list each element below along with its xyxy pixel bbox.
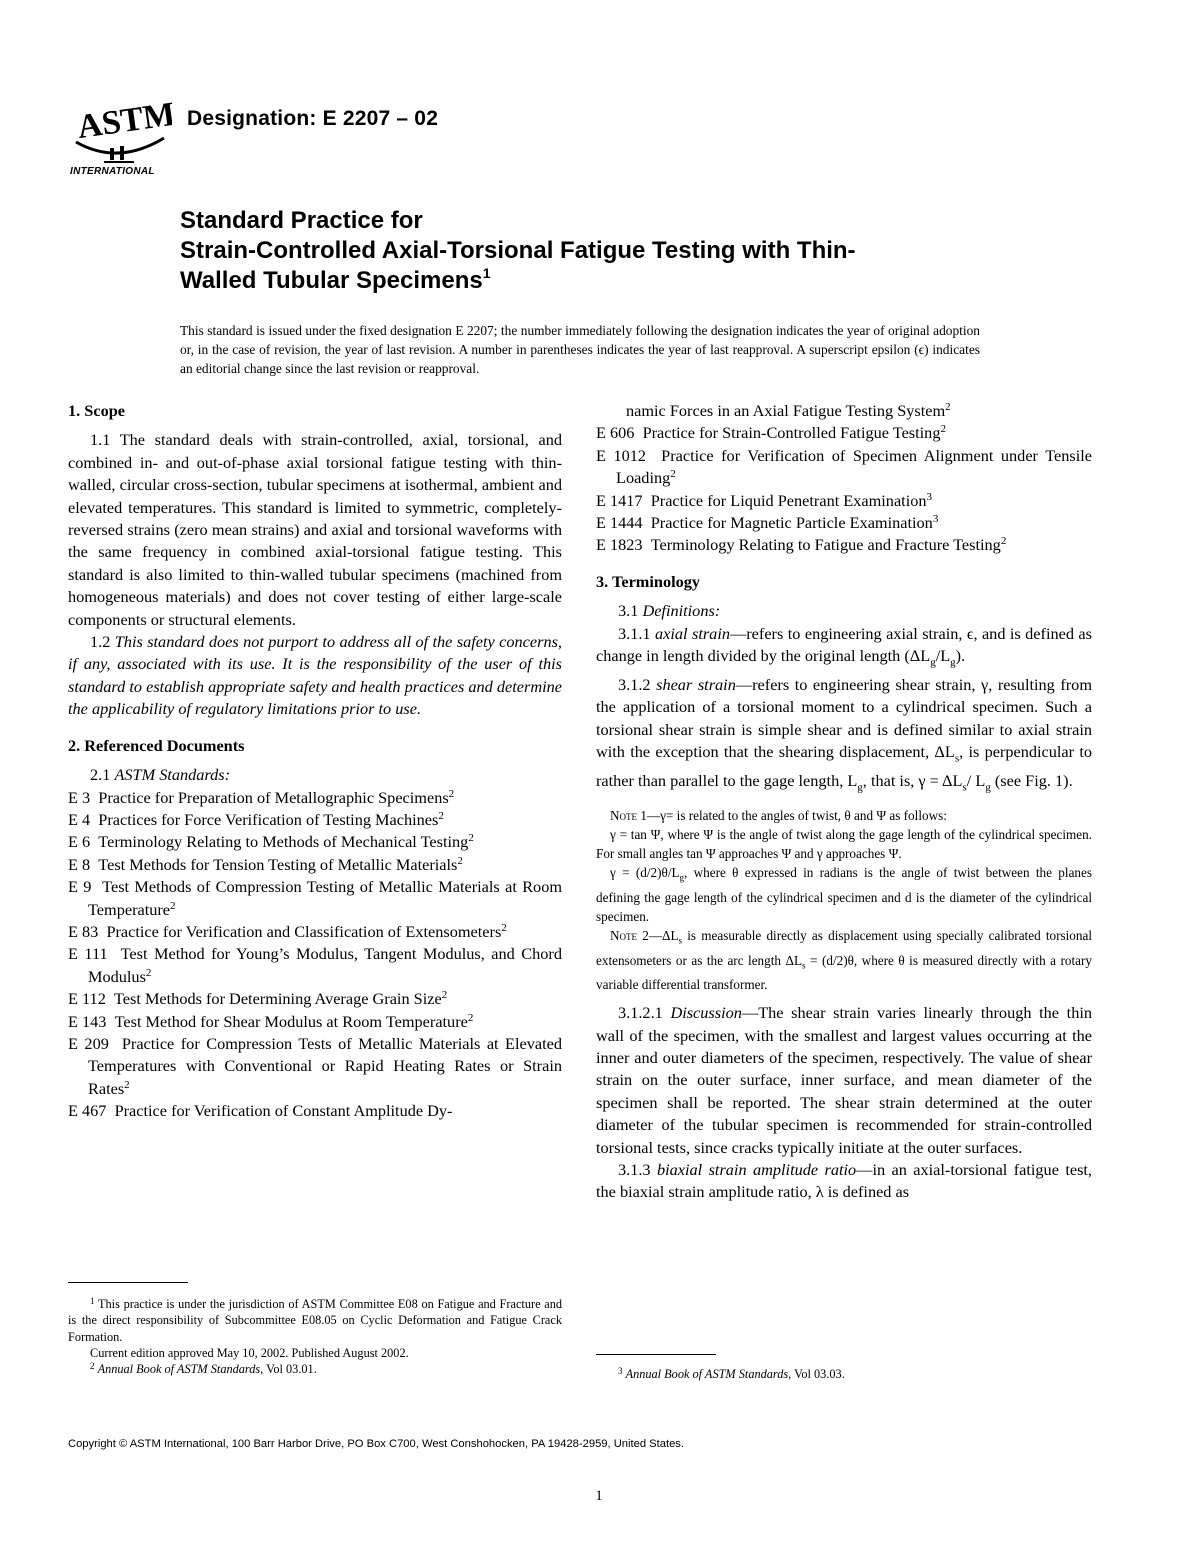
page-number: 1 xyxy=(595,1488,603,1504)
definitions-label: 3.1 Definitions: xyxy=(618,601,721,621)
note-1-c: $\gamma = (d/2)\theta/L_g$, where θ expressed in radians is the angle of twist between the planes defining the gage length of the cylindrical specimen and d is the diameter of the cylindrical specimen. xyxy=(596,865,1092,924)
note-1-b: γ = tan Ψ, where Ψ is the angle of twist along the gage length of the cylindrical specimen. For small angles tan Ψ approaches Ψ and γ approaches Ψ. xyxy=(596,827,1092,862)
footnote-1: $^1$ This practice is under the jurisdiction of ASTM Committee E08 on Fatigue and Fracture and is the direct responsibility of Subcommittee E08.05 on Cyclic Deformation and Fatigue Crack Formation. Current edition approved May 10, 2002. Published August 2002. $^2$ Annual Book of ASTM Standards, Vol 03.01. xyxy=(68,1296,563,1377)
footnote-3: $^3$ Annual Book of ASTM Standards, Vol 03.03. xyxy=(618,1366,845,1381)
astm-standards-label: 2.1 ASTM Standards: xyxy=(90,765,231,785)
scope-heading: 1. Scope xyxy=(68,401,125,420)
logo-subtitle: INTERNATIONAL xyxy=(70,166,155,177)
astm-logo-icon xyxy=(68,88,172,178)
ref-item-e467-part2: namic Forces in an Axial Fatigue Testing System$^2$ xyxy=(626,401,951,420)
preamble: This standard is issued under the fixed designation E 2207; the number immediately following the designation indicates the year of original adoption or, in the case of revision, the year of last revision. A number in parentheses indicates the year of last reapproval. A superscript epsilon (ϵ) indicates an editorial change since the last revision or reapproval. xyxy=(180,323,980,376)
ref-item: E 606 Practice for Strain-Controlled Fatigue Testing$^2$ xyxy=(596,423,946,443)
ref-item: E 1444 Practice for Magnetic Particle Examination$^3$ xyxy=(596,513,939,533)
svg-text:ASTM: ASTM xyxy=(75,95,172,147)
def-axial-strain: 3.1.1 axial strain—refers to engineering axial strain, ϵ, and is defined as change in length divided by the original length $(\Delta L_g/L_g)$. xyxy=(596,623,1092,669)
scope-p2: 1.2 This standard does not purport to address all of the safety concerns, if any, associated with its use. It is the responsibility of the user of this standard to establish appropriate safety and health practices and determine the applicability of regulatory limitations prior to use. xyxy=(68,632,562,719)
ref-item: E 111 Test Method for Young’s Modulus, Tangent Modulus, and Chord Modulus$^2$ xyxy=(68,944,562,986)
ref-item: E 1417 Practice for Liquid Penetrant Examination$^3$ xyxy=(596,490,933,510)
right-column xyxy=(596,400,1092,1204)
title-footnote-mark: 1 xyxy=(482,265,491,281)
ref-item: E 112 Test Methods for Determining Average Grain Size$^2$ xyxy=(68,989,448,1009)
ref-item: E 9 Test Methods of Compression Testing of Metallic Materials at Room Temperature$^2$ xyxy=(68,877,563,919)
ref-item: E 209 Practice for Compression Tests of Metallic Materials at Elevated Temperatures with Conventional or Rapid Heating Rates or Strain Rates$^2$ xyxy=(68,1033,563,1098)
ref-item: E 6 Terminology Relating to Methods of Mechanical Testing$^2$ xyxy=(68,832,474,852)
title-line-3: Walled Tubular Specimens xyxy=(180,267,483,294)
def-shear-strain: 3.1.2 shear strain—refers to engineering shear strain, γ, resulting from the application of a torsional moment to a cylindrical specimen. Such a torsional shear strain is simple shear and is defined similar to axial strain with the exception that the shearing displacement, $\Delta L_s$, is perpendicular to rather than parallel to the gage length, $L_g$, that is, $\gamma = \Delta L_s/$ $L_g$ (see Fig. 1). xyxy=(596,674,1092,793)
astm-logo xyxy=(68,88,172,178)
ref-item: E 143 Test Method for Shear Modulus at Room Temperature$^2$ xyxy=(68,1011,474,1031)
note-1: Note 1—γ= is related to the angles of twist, θ and Ψ as follows: xyxy=(610,808,947,824)
discussion: 3.1.2.1 Discussion—The shear strain varies linearly through the thin wall of the specimen, with the smallest and largest values occurring at the inner and outer diameters of the specimen, respectively. The value of shear strain on the outer surface, inner surface, and mean diameter of the specimen shall be reported. The shear strain determined at the outer diameter of the tubular specimen is recommended for strain-controlled torsional tests, since cracks typically initiate at the outer surfaces. xyxy=(596,1003,1093,1157)
ref-item: E 1823 Terminology Relating to Fatigue and Fracture Testing$^2$ xyxy=(596,535,1007,555)
def-biaxial-ratio: 3.1.3 biaxial strain amplitude ratio—in an axial-torsional fatigue test, the biaxial strain amplitude ratio, λ is defined as xyxy=(596,1160,1092,1202)
note-2: Note $2—\Delta L_s$ is measurable directly as displacement using specially calibrated torsional extensometers or as the arc length $\Delta L_s = (d/2)\theta$, where θ is measured directly with a rotary variable differential transformer. xyxy=(596,927,1092,993)
scope-p1: 1.1 The standard deals with strain-controlled, axial, torsional, and combined in- and out-of-phase axial torsional fatigue testing with thin-walled, circular cross-section, tubular specimens at isothermal, ambient and elevated temperatures. This standard is limited to symmetric, completely-reversed strains (zero mean strains) and axial and torsional waveforms with the same frequency in combined axial-torsional fatigue testing. This standard is also limited to thin-walled tubular specimens (machined from homogeneous materials) and does not cover testing of either large-scale components or structural elements. xyxy=(68,430,562,629)
referenced-heading: 2. Referenced Documents xyxy=(68,735,245,755)
footnote-rule-left xyxy=(68,1282,188,1283)
ref-item-e467-part1: E 467 Practice for Verification of Constant Amplitude Dy- xyxy=(68,1101,453,1121)
ref-item: E 83 Practice for Verification and Classification of Extensometers$^2$ xyxy=(68,921,507,941)
copyright: Copyright © ASTM International, 100 Barr Harbor Drive, PO Box C700, West Conshohocken, PA 19428-2959, United States. xyxy=(68,1438,684,1450)
title-line-2: Strain-Controlled Axial-Torsional Fatigue Testing with Thin- xyxy=(180,237,856,264)
ref-item: E 8 Test Methods for Tension Testing of Metallic Materials$^2$ xyxy=(68,854,463,874)
title-line-1: Standard Practice for xyxy=(180,207,423,234)
designation: Designation: E 2207 – 02 xyxy=(187,107,439,130)
terminology-heading: 3. Terminology xyxy=(596,571,701,591)
ref-item: E 1012 Practice for Verification of Specimen Alignment under Tensile Loading$^2$ xyxy=(596,445,1093,488)
ref-item: E 3 Practice for Preparation of Metallographic Specimens$^2$ xyxy=(68,787,455,807)
ref-item: E 4 Practices for Force Verification of Testing Machines$^2$ xyxy=(68,809,444,829)
document-title xyxy=(180,206,1080,296)
left-column xyxy=(68,400,562,1123)
footnote-2: $^2$ Annual Book of ASTM Standards, Vol 03.01. xyxy=(90,1361,317,1377)
footnote-rule-right xyxy=(596,1354,716,1355)
